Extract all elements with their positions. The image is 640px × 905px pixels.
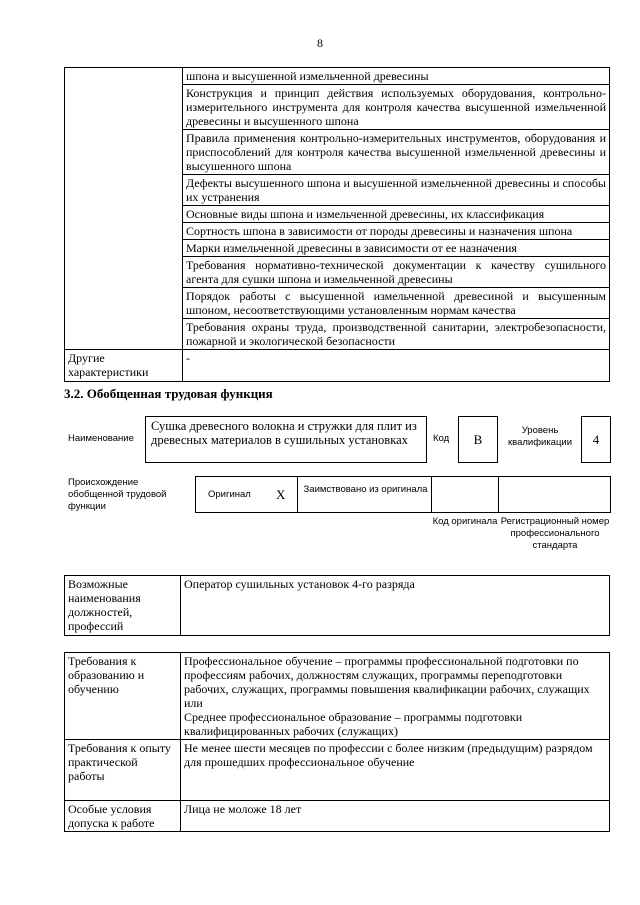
education-label: Требования к образованию и обучению <box>65 653 181 740</box>
knowledge-item: Дефекты высушенного шпона и высушенной измельченной древесины и способы их устранения <box>183 175 610 206</box>
code-value-box: B <box>458 416 498 463</box>
knowledge-item: шпона и высушенной измельченной древесины <box>183 68 610 85</box>
other-characteristics-label: Другие характеристики <box>65 350 183 382</box>
education-line2: Среднее профессиональное образование – программы подготовки квалифицированных рабочих (служащих) <box>184 710 523 738</box>
knowledge-item: Основные виды шпона и измельченной древесины, их классификация <box>183 206 610 223</box>
education-line1: Профессиональное обучение – программы профессиональной подготовки по профессиям рабочих, должностям служащих, программы переподготовки рабочих, служащих, программы повышения квалификации рабочих, служащих <box>184 654 590 696</box>
knowledge-item: Сортность шпона в зависимости от породы древесины и назначения шпона <box>183 223 610 240</box>
knowledge-item: Правила применения контрольно-измерительных инструментов, оборудования и приспособлений для контроля качества высушенной измельченной древесины и высушенного шпона <box>183 130 610 175</box>
table-row <box>65 740 610 801</box>
original-mark: X <box>276 487 286 502</box>
positions-table <box>64 575 610 636</box>
code-original-cell <box>431 476 499 513</box>
knowledge-item: Конструкция и принцип действия используемых оборудования, контрольно-измерительного инструмента для контроля качества высушенной измельченной древесины и высушенного шпона <box>183 85 610 130</box>
knowledge-table <box>64 67 610 382</box>
original-label: Оригинал <box>208 489 251 500</box>
positions-label: Возможные наименования должностей, профессий <box>65 576 181 636</box>
table-row <box>65 653 610 740</box>
positions-value: Оператор сушильных установок 4-го разряда <box>181 576 610 636</box>
table-row <box>65 801 610 832</box>
level-label: Уровень квалификации <box>507 425 573 448</box>
borrowed-label: Заимствовано из оригинала <box>303 484 428 495</box>
table-row <box>65 576 610 636</box>
borrowed-cell <box>297 476 432 513</box>
original-cell <box>195 476 298 513</box>
reg-number-cell <box>498 476 611 513</box>
origin-row <box>195 476 611 513</box>
experience-value: Не менее шести месяцев по профессии с более низким (предыдущим) разрядом для прошедших профессиональное обучение <box>181 740 610 801</box>
admission-value: Лица не моложе 18 лет <box>181 801 610 832</box>
function-name-box: Сушка древесного волокна и стружки для плит из древесных материалов в сушильных установках <box>145 416 427 463</box>
empty-label-cell <box>65 68 183 350</box>
knowledge-item: Требования охраны труда, производственной санитарии, электробезопасности, пожарной и экологической безопасности <box>183 319 610 350</box>
code-label: Код <box>433 433 450 444</box>
education-or: или <box>184 696 203 710</box>
code-original-label: Код оригинала <box>432 516 498 527</box>
admission-label: Особые условия допуска к работе <box>65 801 181 832</box>
other-characteristics-value: - <box>183 350 610 382</box>
requirements-table <box>64 652 610 832</box>
section-heading: 3.2. Обобщенная трудовая функция <box>64 386 273 401</box>
education-value <box>181 653 610 740</box>
knowledge-item: Марки измельченной древесины в зависимости от ее назначения <box>183 240 610 257</box>
level-value-box: 4 <box>581 416 611 463</box>
name-label: Наименование <box>68 433 134 444</box>
table-row <box>65 350 610 382</box>
table-row <box>65 68 610 85</box>
page-number: 8 <box>317 36 323 50</box>
knowledge-item: Требования нормативно-технической документации к качеству сушильного агента для сушки шпона и измельченной древесины <box>183 257 610 288</box>
knowledge-item: Порядок работы с высушенной измельченной древесиной и высушенным шпоном, несоответствующими установленным нормам качества <box>183 288 610 319</box>
origin-label: Происхождение обобщенной трудовой функции <box>68 477 167 512</box>
experience-label: Требования к опыту практической работы <box>65 740 181 801</box>
reg-number-label: Регистрационный номер профессионального стандарта <box>500 516 610 551</box>
